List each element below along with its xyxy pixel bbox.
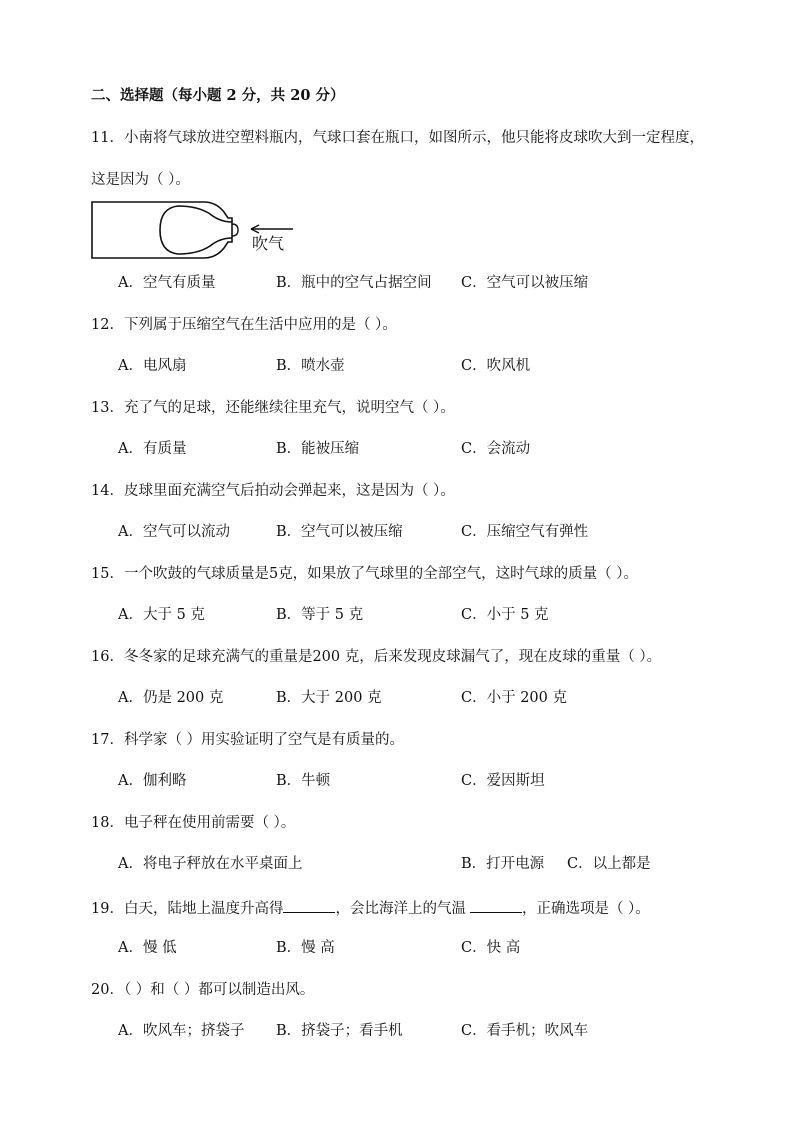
q19-option-b: B．慢 高 <box>276 940 335 956</box>
q20-option-c: C．看手机；吹风车 <box>461 1023 589 1039</box>
q15-option-c: C．小于 5 克 <box>461 607 549 623</box>
q16-option-b: B．大于 200 克 <box>276 690 382 706</box>
q16-option-c: C．小于 200 克 <box>461 690 567 706</box>
q18-option-c: C．以上都是 <box>567 856 651 872</box>
question-12-stem: 12．下列属于压缩空气在生活中应用的是（ ）。 <box>91 317 397 333</box>
q17-option-b: B．牛顿 <box>276 773 331 789</box>
question-16-stem: 16．冬冬家的足球充满气的重量是200 克，后来发现皮球漏气了，现在皮球的重量（ ）。 <box>91 649 662 665</box>
question-11-stem-line1: 11．小南将气球放进空塑料瓶内，气球口套在瓶口，如图所示，他只能将皮球吹大到一定程度， <box>91 130 704 146</box>
q14-option-a: A．空气可以流动 <box>118 524 230 540</box>
q11-option-b: B．瓶中的空气占据空间 <box>276 275 432 291</box>
q19-option-a: A．慢 低 <box>118 940 177 956</box>
bottle-outline <box>92 202 232 258</box>
q15-option-b: B．等于 5 克 <box>276 607 364 623</box>
q18-option-b: B．打开电源 <box>461 856 545 872</box>
figure-label-blow: 吹气 <box>252 234 285 253</box>
q15-option-a: A．大于 5 克 <box>118 607 205 623</box>
question-17-stem: 17．科学家（ ）用实验证明了空气是有质量的。 <box>91 732 405 748</box>
q19-blank-2 <box>470 900 522 913</box>
section-title: 二、选择题（每小题 2 分，共 20 分） <box>91 87 345 104</box>
q14-option-c: C．压缩空气有弹性 <box>461 524 589 540</box>
question-20-stem: 20．（ ）和（ ）都可以制造出风。 <box>91 982 315 998</box>
q19-stem-part-c: ，正确选项是（ ）。 <box>521 901 650 917</box>
question-18-stem: 18．电子秤在使用前需要（ ）。 <box>91 815 296 831</box>
q20-option-a: A．吹风车；挤袋子 <box>118 1023 245 1039</box>
q20-option-b: B．挤袋子；看手机 <box>276 1023 403 1039</box>
q12-option-c: C．吹风机 <box>461 358 531 374</box>
q11-option-c: C．空气可以被压缩 <box>461 275 589 291</box>
question-19-stem <box>91 900 650 917</box>
q19-stem-part-a: 19．白天，陆地上温度升高得 <box>91 901 284 917</box>
q12-option-a: A．电风扇 <box>118 358 187 374</box>
q11-option-a: A．空气有质量 <box>118 275 216 291</box>
q17-option-c: C．爱因斯坦 <box>461 773 545 789</box>
question-15-stem: 15．一个吹鼓的气球质量是5克，如果放了气球里的全部空气，这时气球的质量（ ）。 <box>91 566 639 582</box>
q13-option-a: A．有质量 <box>118 441 187 457</box>
q13-option-b: B．能被压缩 <box>276 441 360 457</box>
q18-option-a: A．将电子秤放在水平桌面上 <box>118 856 303 872</box>
question-13-stem: 13．充了气的足球，还能继续往里充气，说明空气（ ）。 <box>91 400 455 416</box>
balloon-outline <box>160 206 232 254</box>
q12-option-b: B．喷水壶 <box>276 358 345 374</box>
q14-option-b: B．空气可以被压缩 <box>276 524 403 540</box>
question-11-stem-line2: 这是因为（ ）。 <box>91 172 190 188</box>
q17-option-a: A．伽利略 <box>118 773 187 789</box>
q19-stem-part-b: ，会比海洋上的气温 <box>335 901 466 917</box>
q13-option-c: C．会流动 <box>461 441 531 457</box>
balloon-mouth <box>232 224 238 236</box>
q19-option-c: C．快 高 <box>461 940 521 956</box>
q19-blank-1 <box>283 900 335 913</box>
question-14-stem: 14．皮球里面充满空气后拍动会弹起来，这是因为（ ）。 <box>91 483 455 499</box>
q16-option-a: A．仍是 200 克 <box>118 690 224 706</box>
